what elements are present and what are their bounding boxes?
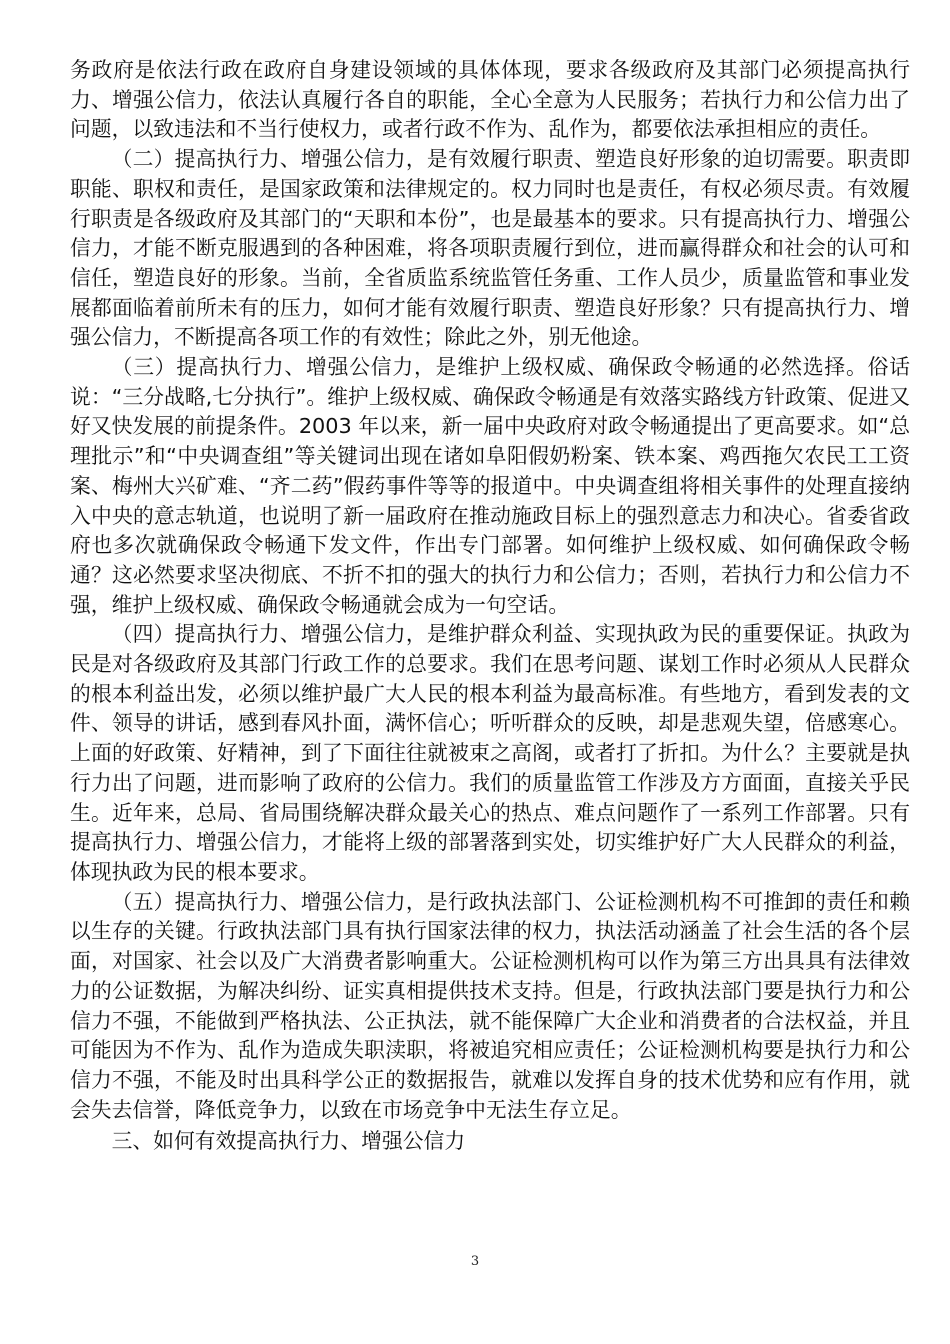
paragraph-point-4: （四）提高执行力、增强公信力，是维护群众利益、实现执政为民的重要保证。执政为民是对各级政府及其部门行政工作的总要求。我们在思考问题、谋划工作时必须从人民群众的根本利益出发，必须以维护最广大人民的根本利益为最高标准。有些地方，看到发表的文件、领导的讲话，感到春风扑面，满怀信心；听听群众的反映，却是悲观失望，倍感寒心。上面的好政策、好精神，到了下面往往就被束之高阁，或者打了折扣。为什么？主要就是执行力出了问题，进而影响了政府的公信力。我们的质量监管工作涉及方方面面，直接关乎民生。近年来，总局、省局围绕解决群众最关心的热点、难点问题作了一系列工作部署。只有提高执行力、增强公信力，才能将上级的部署落到实处，切实维护好广大人民群众的利益，体现执政为民的根本要求。: [70, 622, 910, 884]
paragraph-point-2: （二）提高执行力、增强公信力，是有效履行职责、塑造良好形象的迫切需要。职责即职能、职权和责任，是国家政策和法律规定的。权力同时也是责任，有权必须尽责。有效履行职责是各级政府及其部门的“天职和本份”，也是最基本的要求。只有提高执行力、增强公信力，才能不断克服遇到的各种困难，将各项职责履行到位，进而赢得群众和社会的认可和信任，塑造良好的形象。当前，全省质监系统监管任务重、工作人员少，质量监管和事业发展都面临着前所未有的压力，如何才能有效履行职责、塑造良好形象？只有提高执行力、增强公信力，不断提高各项工作的有效性；除此之外，别无他途。: [70, 147, 910, 350]
paragraph-point-5: （五）提高执行力、增强公信力，是行政执法部门、公证检测机构不可推卸的责任和赖以生存的关键。行政执法部门具有执行国家法律的权力，执法活动涵盖了社会生活的各个层面，对国家、社会以及广大消费者影响重大。公证检测机构可以作为第三方出具具有法律效力的公证数据，为解决纠纷、证实真相提供技术支持。但是，行政执法部门要是执行力和公信力不强，不能做到严格执法、公正执法，就不能保障广大企业和消费者的合法权益，并且可能因为不作为、乱作为造成失职渎职，将被追究相应责任；公证检测机构要是执行力和公信力不强，不能及时出具科学公正的数据报告，就难以发挥自身的技术优势和应有作用，就会失去信誉，降低竞争力，以致在市场竞争中无法生存立足。: [70, 889, 910, 1122]
section-heading: 三、如何有效提高执行力、增强公信力: [111, 1129, 466, 1154]
document-page: [70, 56, 910, 1157]
page-number: 3: [470, 1254, 480, 1269]
paragraph-continuation: 务政府是依法行政在政府自身建设领域的具体体现，要求各级政府及其部门必须提高执行力、增强公信力，依法认真履行各自的职能，全心全意为人民服务；若执行力和公信力出了问题，以致违法和不当行使权力，或者行政不作为、乱作为，都要依法承担相应的责任。: [70, 58, 910, 142]
paragraph-point-3: （三）提高执行力、增强公信力，是维护上级权威、确保政令畅通的必然选择。俗话说：“三分战略,七分执行”。维护上级权威、确保政令畅通是有效落实路线方针政策、促进又好又快发展的前提条件。2003 年以来，新一届中央政府对政令畅通提出了更高要求。如“总理批示”和“中央调查组”等关键词出现在诸如阜阳假奶粉案、铁本案、鸡西拖欠农民工工资案、梅州大兴矿难、“齐二药”假药事件等等的报道中。中央调查组将相关事件的处理直接纳入中央的意志轨道，也说明了新一届政府在推动施政目标上的强烈意志力和决心。省委省政府也多次就确保政令畅通下发文件，作出专门部署。如何维护上级权威、如何确保政令畅通？这必然要求坚决彻底、不折不扣的强大的执行力和公信力；否则，若执行力和公信力不强，维护上级权威、确保政令畅通就会成为一句空话。: [70, 355, 910, 617]
